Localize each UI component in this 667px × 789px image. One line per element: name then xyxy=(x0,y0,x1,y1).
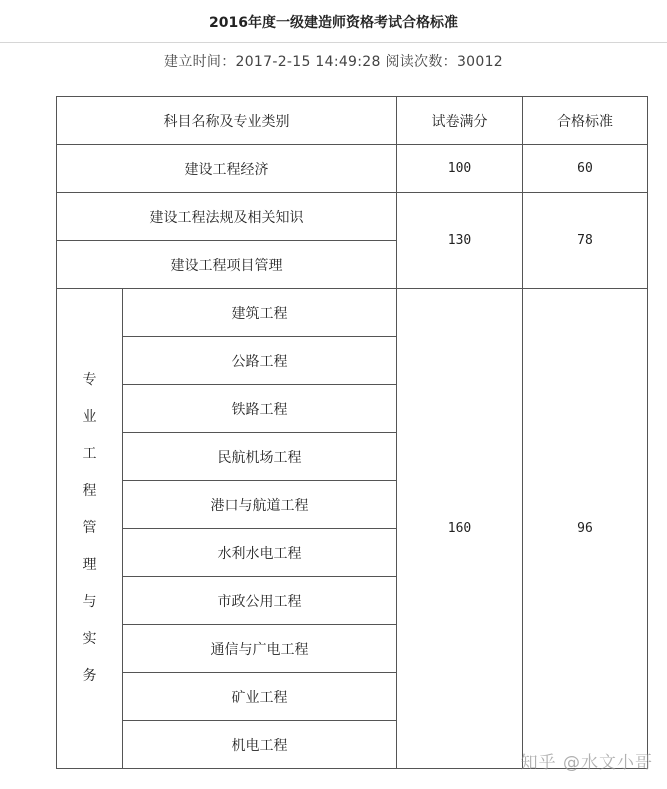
page-title: 2016年度一级建造师资格考试合格标准 xyxy=(209,15,458,31)
header-pass-mark: 合格标准 xyxy=(523,97,648,145)
full-score-cell: 160 xyxy=(397,289,523,769)
major-cell: 铁路工程 xyxy=(123,385,397,433)
pass-mark-cell: 78 xyxy=(523,193,648,289)
pass-mark-cell: 96 xyxy=(523,289,648,769)
major-cell: 机电工程 xyxy=(123,721,397,769)
table-row xyxy=(57,193,648,241)
major-cell: 矿业工程 xyxy=(123,673,397,721)
major-cell: 水利水电工程 xyxy=(123,529,397,577)
major-cell: 港口与航道工程 xyxy=(123,481,397,529)
title-divider xyxy=(0,42,667,43)
major-cell: 公路工程 xyxy=(123,337,397,385)
subject-cell: 建设工程经济 xyxy=(57,145,397,193)
subject-cell: 建设工程法规及相关知识 xyxy=(57,193,397,241)
subject-cell: 建设工程项目管理 xyxy=(57,241,397,289)
full-score-cell: 130 xyxy=(397,193,523,289)
header-subject: 科目名称及专业类别 xyxy=(57,97,397,145)
practice-category-cell xyxy=(57,289,123,769)
practice-category-label: 专业工程管理与实务 xyxy=(82,372,97,684)
header-full-score: 试卷满分 xyxy=(397,97,523,145)
pass-standard-table xyxy=(56,96,648,769)
pass-mark-cell: 60 xyxy=(523,145,648,193)
major-cell: 市政公用工程 xyxy=(123,577,397,625)
major-cell: 通信与广电工程 xyxy=(123,625,397,673)
table-header-row xyxy=(57,97,648,145)
table-row xyxy=(57,145,648,193)
major-cell: 民航机场工程 xyxy=(123,433,397,481)
table-row xyxy=(57,289,648,337)
post-meta: 建立时间：2017-2-15 14:49:28 阅读次数：30012 xyxy=(164,54,503,70)
major-cell: 建筑工程 xyxy=(123,289,397,337)
full-score-cell: 100 xyxy=(397,145,523,193)
zhihu-watermark: 知乎 @水文小哥 xyxy=(520,753,653,773)
